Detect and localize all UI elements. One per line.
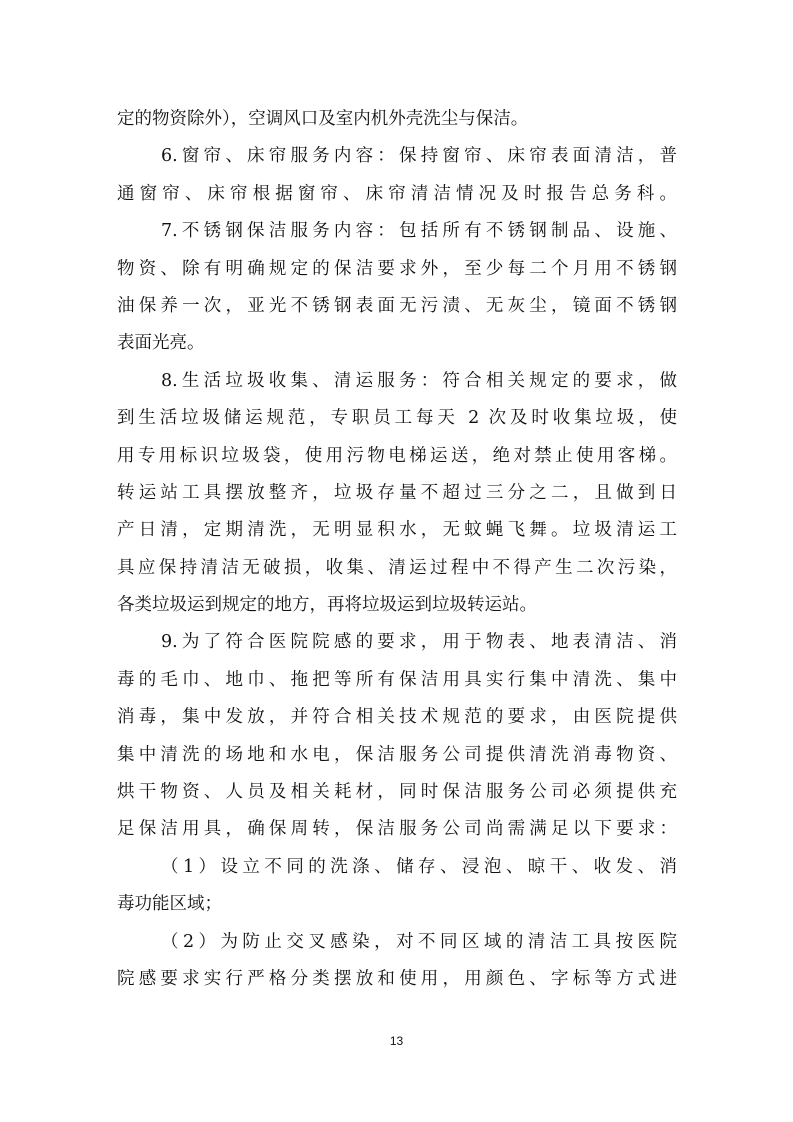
text-line: 7.不锈钢保洁服务内容：包括所有不锈钢制品、设施、 <box>161 221 677 242</box>
text-line: （1）设立不同的洗涤、储存、浸泡、晾干、收发、消 <box>161 856 677 877</box>
text-line: 产日清，定期清洗，无明显积水，无蚊蝇飞舞。垃圾清运工 <box>117 520 677 541</box>
text-line: 院感要求实行严格分类摆放和使用，用颜色、字标等方式进 <box>117 968 677 989</box>
text-line: 集中清洗的场地和水电，保洁服务公司提供清洗消毒物资、 <box>117 744 677 765</box>
text-line: 油保养一次，亚光不锈钢表面无污渍、无灰尘，镜面不锈钢 <box>117 295 677 316</box>
text-line: 足保洁用具，确保周转，保洁服务公司尚需满足以下要求： <box>117 819 677 840</box>
text-line: 通窗帘、床帘根据窗帘、床帘清洁情况及时报告总务科。 <box>117 183 677 204</box>
text-line: 表面光亮。 <box>117 333 205 354</box>
text-line: 6.窗帘、床帘服务内容：保持窗帘、床帘表面清洁，普 <box>161 146 677 167</box>
text-line: 用专用标识垃圾袋，使用污物电梯运送，绝对禁止使用客梯。 <box>117 445 677 466</box>
text-line: 物资、除有明确规定的保洁要求外，至少每二个月用不锈钢 <box>117 258 677 279</box>
text-line: 转运站工具摆放整齐，垃圾存量不超过三分之二，且做到日 <box>117 482 677 503</box>
text-line: 到生活垃圾储运规范，专职员工每天 2 次及时收集垃圾，使 <box>117 408 677 429</box>
text-line: 烘干物资、人员及相关耗材，同时保洁服务公司必须提供充 <box>117 782 677 803</box>
text-line: 各类垃圾运到规定的地方，再将垃圾运到垃圾转运站。 <box>117 595 537 616</box>
text-line: 定的物资除外），空调风口及室内机外壳洗尘与保洁。 <box>117 109 529 129</box>
page-number: 13 <box>389 1034 404 1048</box>
text-line: 毒的毛巾、地巾、拖把等所有保洁用具实行集中清洗、集中 <box>117 669 677 690</box>
text-line: 具应保持清洁无破损，收集、清运过程中不得产生二次污染， <box>117 557 677 578</box>
text-line: 消毒，集中发放，并符合相关技术规范的要求，由医院提供 <box>117 707 677 728</box>
text-line: 8.生活垃圾收集、清运服务：符合相关规定的要求，做 <box>161 370 677 391</box>
text-line: （2）为防止交叉感染，对不同区域的清洁工具按医院 <box>161 931 677 952</box>
text-line: 毒功能区域； <box>117 894 222 915</box>
document-body <box>117 101 677 998</box>
text-line: 9.为了符合医院院感的要求，用于物表、地表清洁、消 <box>161 632 677 653</box>
